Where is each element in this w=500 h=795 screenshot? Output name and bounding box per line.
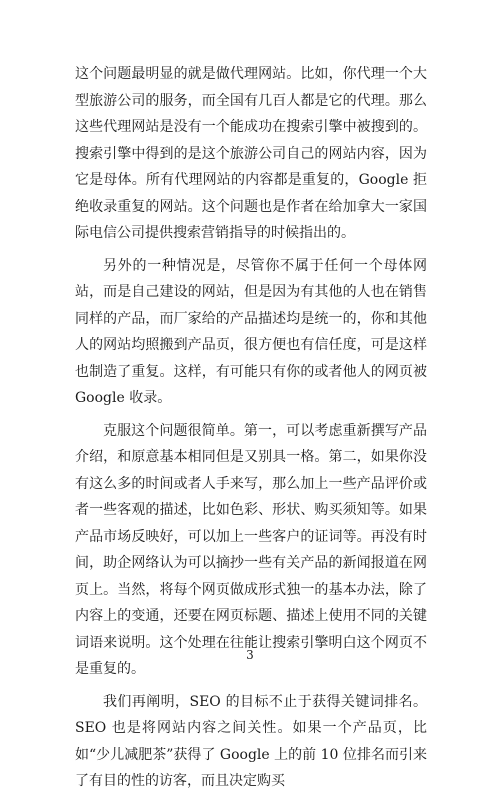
paragraph-2: 另外的一种情况是，尽管你不属于任何一个母体网站，而是自己建设的网站，但是因为有其他的人也在销售同样的产品，而厂家给的产品描述均是统一的，你和其他人的网站均照搬到产品页，很方便也有信任度，可是这样也制造了重复。这样，有可能只有你的或者他人的网页被 Google 收录。 (75, 257, 427, 406)
paragraph-3: 克服这个问题很简单。第一，可以考虑重新撰写产品介绍，和原意基本相同但是又别具一格。第二，如果你没有这么多的时间或者人手来写，那么加上一些产品评价或者一些客观的描述，比如色彩、形状、购买须知等。如果产品市场反映好，可以加上一些客户的证词等。再没有时间，助企网络认为可以摘抄一些有关产品的新闻报道在网页上。当然，将每个网页做成形式独一的基本办法，除了内容上的变通，还要在网页标题、描述上使用不同的关键词语来说明。这个处理在往能让搜索引擎明白这个网页不是重复的。 (75, 422, 427, 677)
page-number: 3 (246, 648, 254, 662)
body-text (75, 61, 427, 795)
paragraph-1: 这个问题最明显的就是做代理网站。比如，你代理一个大型旅游公司的服务，而全国有几百人都是它的代理。那么这些代理网站是没有一个能成功在搜索引擎中被搜到的。搜索引擎中得到的是这个旅游公司自己的网站内容，因为它是母体。所有代理网站的内容都是重复的，Google 拒绝收录重复的网站。这个问题也是作者在给加拿大一家国际电信公司提供搜索营销指导的时候指出的。 (75, 66, 427, 241)
paragraph-4: 我们再阐明，SEO 的目标不止于获得关键词排名。SEO 也是将网站内容之间关性。如果一个产品页，比如“少儿减肥茶”获得了 Google 上的前 10 位排名而引来了有目的性的访客，而且决定购买 (75, 693, 427, 789)
